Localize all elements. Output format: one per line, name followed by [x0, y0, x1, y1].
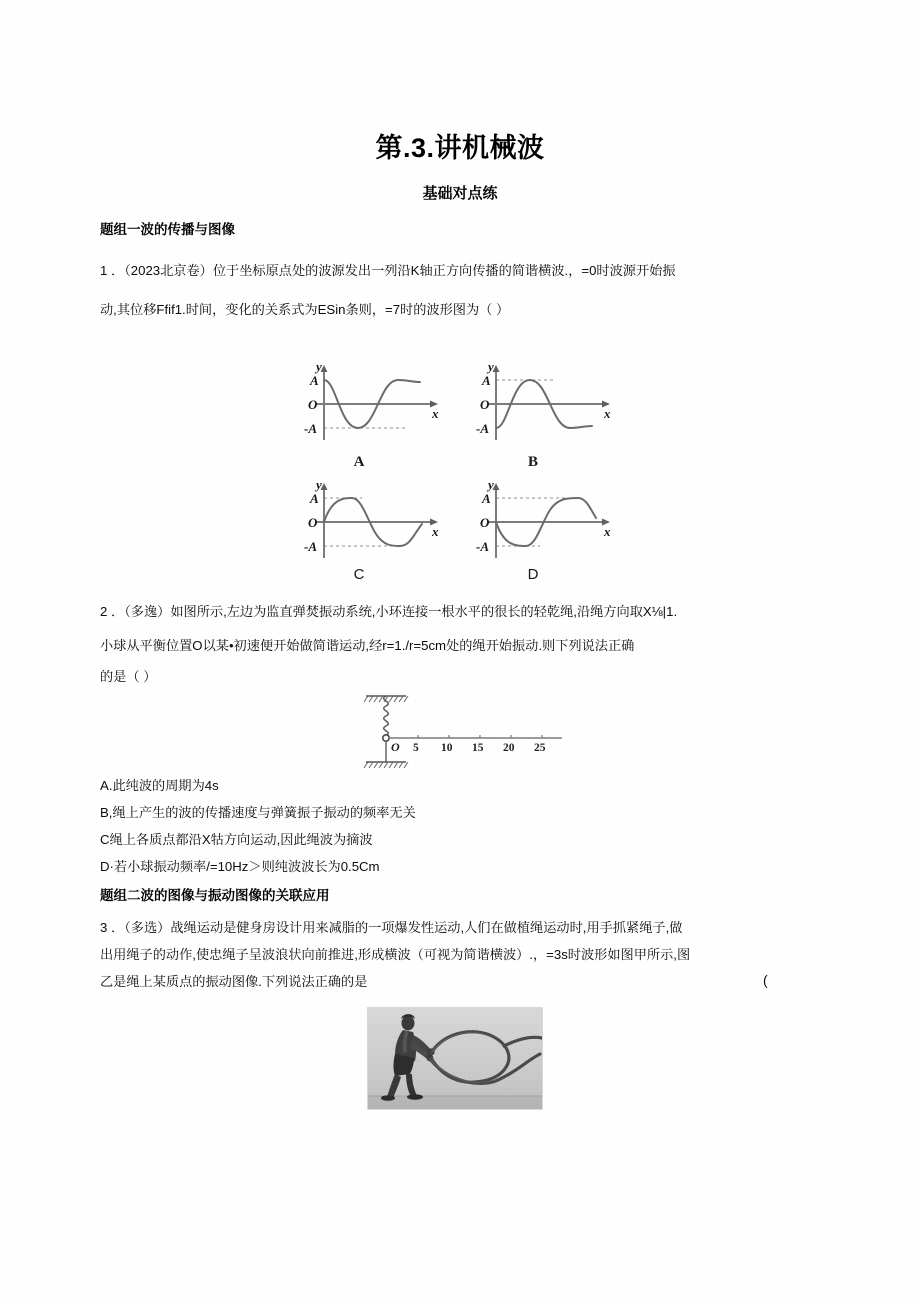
svg-text:y: y	[488, 477, 494, 492]
svg-text:x: x	[604, 406, 611, 421]
svg-text:10: 10	[441, 742, 453, 754]
svg-text:y: y	[316, 359, 322, 374]
choice-label-c: C	[353, 566, 365, 583]
svg-text:O: O	[480, 397, 490, 412]
svg-text:A: A	[310, 491, 319, 506]
svg-text:15: 15	[472, 742, 484, 754]
svg-text:A: A	[482, 373, 491, 388]
question-2-spring-figure	[358, 692, 563, 772]
choice-label-b: B	[527, 454, 538, 470]
svg-text:x: x	[604, 524, 611, 539]
section-header-1: 题组一波的传播与图像	[100, 222, 235, 237]
question-2-line-3: 的是（ ）	[100, 669, 157, 684]
question-3-trailing-paren: (	[763, 972, 768, 988]
question-2-option-a: A.此纯波的周期为4s	[100, 778, 219, 793]
waveform-graph-b	[468, 358, 618, 450]
question-3-line-1: 3 ．（多选）战绳运动是健身房设计用来减脂的一项爆发性运动,人们在做植绳运动时,用手抓紧绳子,做	[100, 920, 683, 935]
choice-label-a: A	[353, 454, 365, 470]
waveform-graph-d	[468, 476, 618, 568]
question-2-option-b: B,绳上产生的波的传播速度与弹簧振子振动的频率无关	[100, 805, 416, 820]
svg-text:5: 5	[413, 742, 419, 754]
question-3-line-3: 乙是绳上某质点的振动图像.下列说法正确的是	[100, 974, 368, 989]
svg-text:y: y	[488, 359, 494, 374]
floor-hatch	[364, 762, 408, 768]
svg-text:-A: -A	[476, 539, 489, 554]
svg-text:-A: -A	[476, 421, 489, 436]
question-2-option-d: D·若小球振动频率/=10Hz＞则纯波波长为0.5Cm	[100, 859, 380, 874]
question-1-figure-group	[296, 358, 626, 593]
svg-text:A: A	[310, 373, 319, 388]
question-1-line-2: 动,其位移Ffif1.时间，变化的关系式为ESin条则，=7时的波形图为（ ）	[100, 302, 510, 317]
question-2-line-1: 2 ．（多逸）如图所示,左边为监直弹焚振动系统,小环连接一根水平的很长的轻乾绳,沿绳方向取X⅛|1.	[100, 604, 678, 619]
waveform-graph-a	[296, 358, 446, 450]
svg-text:O: O	[308, 397, 318, 412]
question-2-line-2: 小球从平衡位置O以某•初速便开始做简谐运动,经r=1./r=5cm处的绳开始振动.则下列说法正确	[100, 638, 635, 653]
svg-text:25: 25	[534, 742, 546, 754]
svg-text:x: x	[432, 524, 439, 539]
choice-label-d: D	[527, 566, 539, 583]
waveform-graph-c	[296, 476, 446, 568]
page-subtitle: 基础对点练	[422, 185, 498, 202]
svg-text:O: O	[391, 740, 400, 754]
svg-text:x: x	[432, 406, 439, 421]
page-title: 第.3.讲机械波	[375, 133, 545, 163]
section-header-2: 题组二波的图像与振动图像的关联应用	[100, 888, 330, 903]
question-2-option-c: C绳上各质点都沿X牯方向运动,因此绳波为摘波	[100, 832, 373, 847]
question-3-line-2: 出用绳子的动作,使忠绳子呈波浪状向前推进,形成横波（可视为简谐横波）.，=3s时波形如图甲所示,图	[100, 947, 691, 962]
svg-text:20: 20	[503, 742, 515, 754]
battle-rope-photo	[367, 1007, 543, 1110]
svg-text:A: A	[482, 491, 491, 506]
svg-text:O: O	[308, 515, 318, 530]
svg-text:-A: -A	[304, 421, 317, 436]
svg-text:-A: -A	[304, 539, 317, 554]
svg-text:y: y	[316, 477, 322, 492]
svg-text:O: O	[480, 515, 490, 530]
question-1-line-1: 1 ．（2023北京卷）位于坐标原点处的波源发出一列沿K轴正方向传播的简谐横波.，=0时波源开始振	[100, 263, 676, 278]
